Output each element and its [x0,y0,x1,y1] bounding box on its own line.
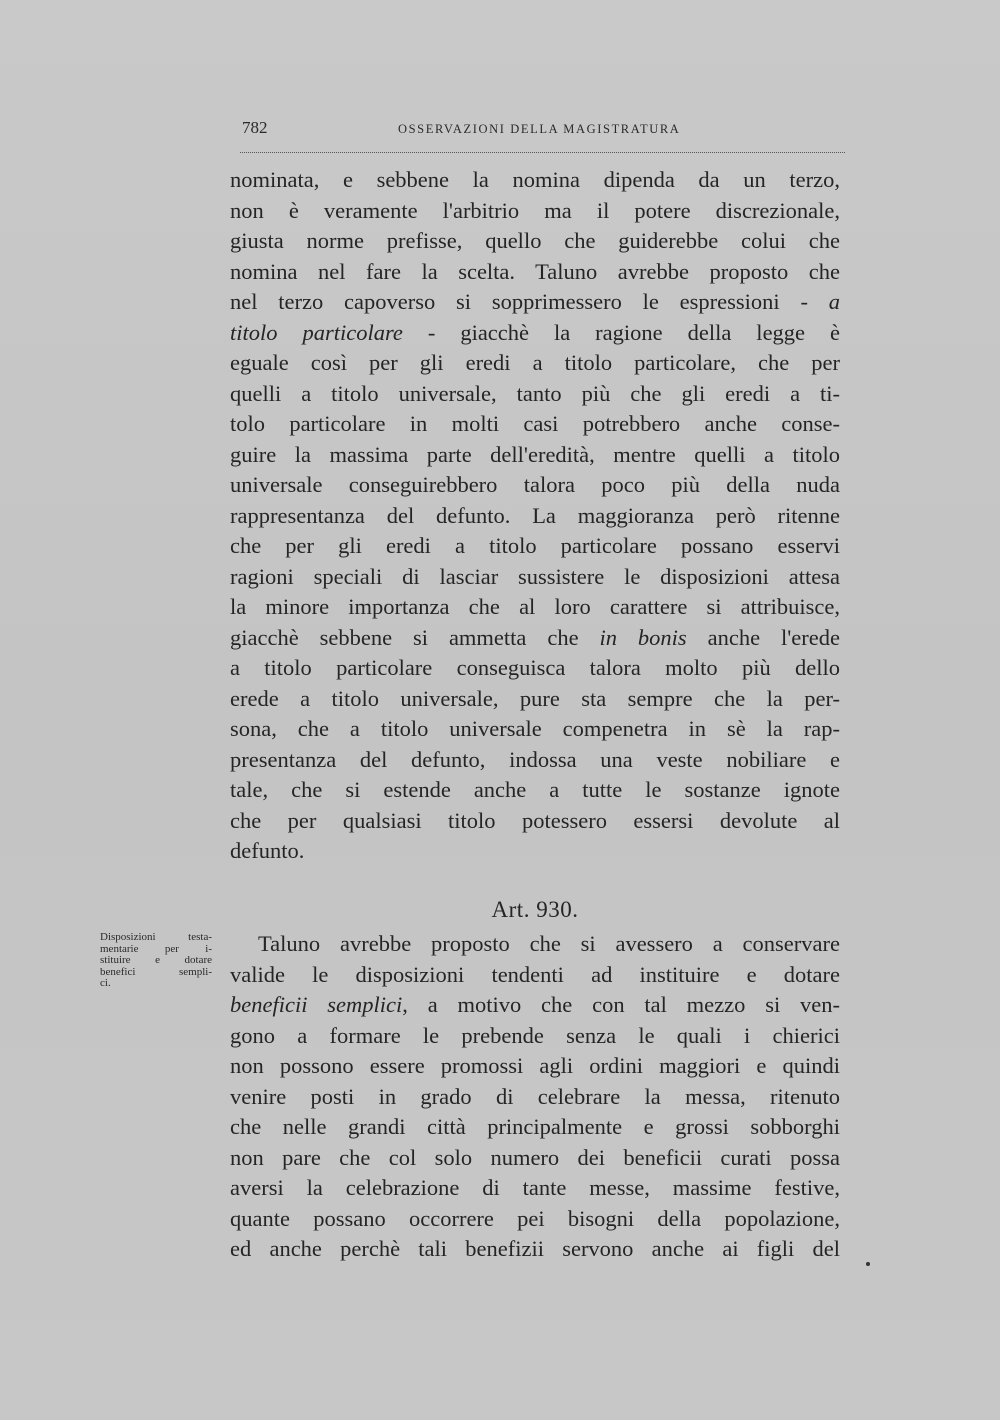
body-line: presentanza del defunto, indossa una veste nobiliare e [230,746,840,772]
body-line: tolo particolare in molti casi potrebbero anche conse- [230,411,840,436]
article-body-text [230,929,840,1265]
running-title: OSSERVAZIONI DELLA MAGISTRATURA [398,122,681,136]
article-line: beneficii semplici, a motivo che con tal mezzo si ven- [230,992,840,1017]
italic-phrase-text: in bonis [599,624,687,650]
body-line: quelli a titolo universale, tanto più che gli eredi a ti- [230,380,840,406]
body-line: nomina nel fare la scelta. Taluno avrebbe proposto che [230,258,840,284]
article-line: che nelle grandi città principalmente e grossi sobborghi [230,1114,840,1139]
article-line: non possono essere promossi agli ordini maggiori e quindi [230,1053,840,1078]
body-line: titolo particolare - giacchè la ragione della legge è [230,319,840,345]
body-line [230,287,840,318]
body-line: che per qualsiasi titolo potessero essersi devolute al [230,807,840,833]
body-line: guire la massima parte dell'eredità, mentre quelli a titolo [230,441,840,467]
page-number: 782 [242,118,268,137]
body-line: non è veramente l'arbitrio ma il potere discrezionale, [230,197,840,223]
body-line: ragioni speciali di lasciar sussistere le disposizioni attesa [230,563,840,589]
body-line: universale conseguirebbero talora poco più della nuda [230,472,840,497]
body-line: erede a titolo universale, pure sta sempre che la per- [230,685,840,711]
margin-note-line: mentarie per i- [100,942,212,955]
margin-note-line: Disposizioni testa- [100,931,212,943]
body-line: rappresentanza del defunto. La maggioranza però ritenne [230,502,840,528]
article-line: valide le disposizioni tendenti ad instituire e dotare [230,961,840,987]
italic-phrase-text: beneficii semplici [230,992,403,1017]
body-line-text: nel terzo capoverso si sopprimessero le espressioni - a [230,289,840,314]
body-line: sona, che a titolo universale compenetra in sè la rap- [230,716,840,741]
article-line: ed anche perchè tali benefizii servono anche ai figli del [230,1236,840,1261]
running-head [240,118,845,153]
article-line: venire posti in grado di celebrare la messa, ritenuto [230,1083,840,1109]
print-speck [866,1262,870,1266]
body-line: la minore importanza che al loro carattere si attribuisce, [230,594,840,619]
body-line: eguale così per gli eredi a titolo particolare, che per [230,350,840,375]
margin-note-line: stituire e dotare [100,954,212,966]
article-heading: Art. 930. [491,897,579,922]
body-line: nominata, e sebbene la nomina dipenda da un terzo, [230,167,840,192]
article-line: gono a formare le prebende senza le quali i chierici [230,1022,840,1048]
article-line: Taluno avrebbe proposto che si avessero a conservare [258,931,840,956]
body-text-continued [230,165,840,867]
body-line: giusta norme prefisse, quello che guiderebbe colui che [230,228,840,253]
margin-note-line: benefici sempli- [100,965,212,978]
margin-note [100,932,212,990]
italic-phrase-text: a [828,289,840,314]
body-line: che per gli eredi a titolo particolare possano esservi [230,533,840,558]
italic-phrase-text: titolo particolare [230,319,403,345]
body-line: tale, che si estende anche a tutte le sostanze ignote [230,777,840,802]
article-line: quante possano occorrere pei bisogni della popolazione, [230,1205,840,1231]
margin-note-line: ci. [100,977,111,989]
body-line: giacchè sebbene si ammetta che in bonis anche l'erede [230,624,841,650]
article-line: non pare che col solo numero dei beneficii curati possa [230,1144,840,1170]
body-line: a titolo particolare conseguisca talora molto più dello [230,655,840,680]
article-line: aversi la celebrazione di tante messe, massime festive, [230,1175,840,1200]
body-line: defunto. [230,838,305,863]
